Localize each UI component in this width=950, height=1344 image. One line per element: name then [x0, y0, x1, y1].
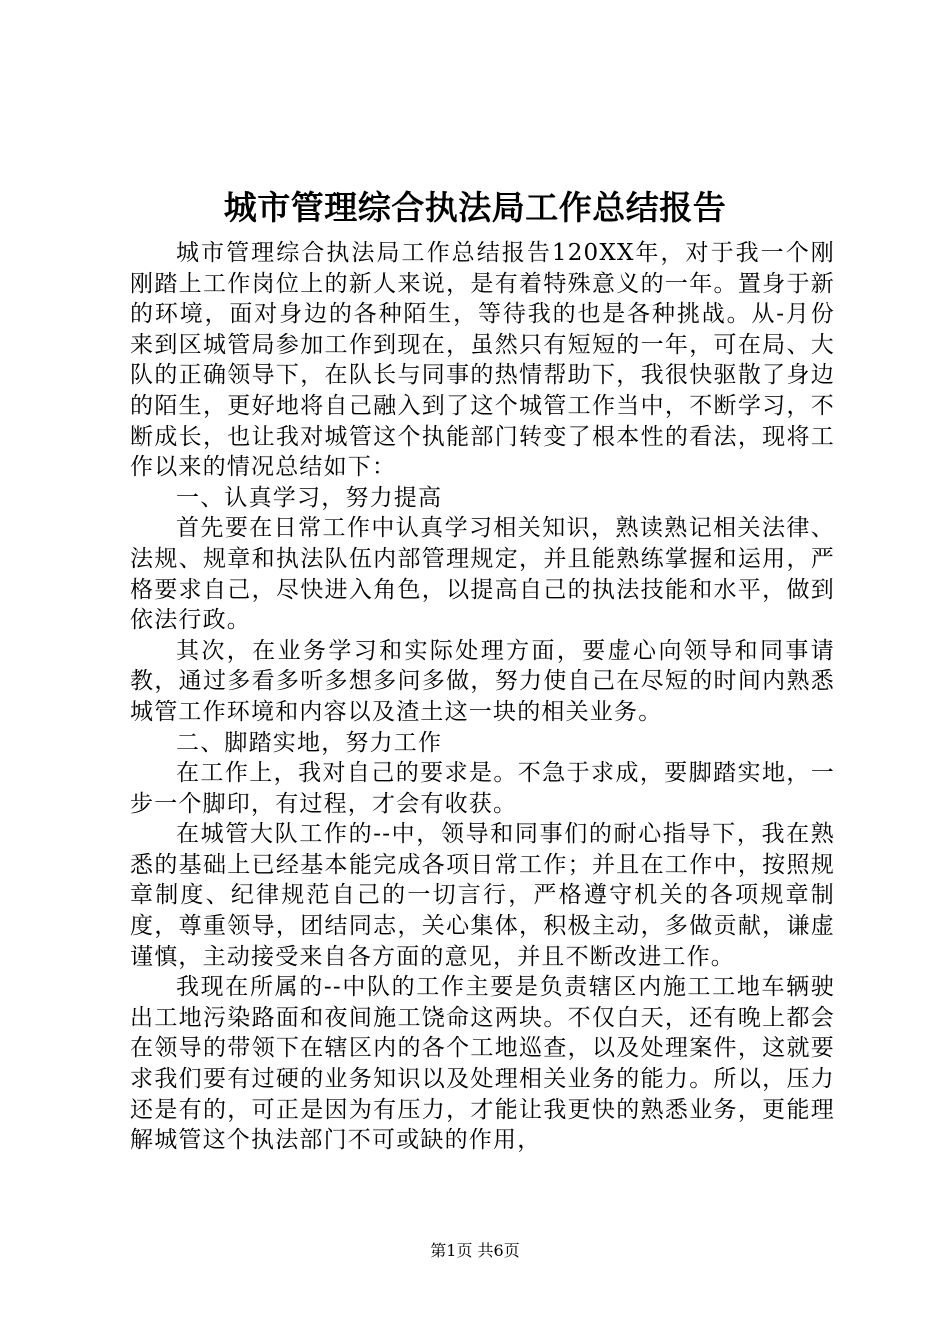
paragraph-study-2: 其次，在业务学习和实际处理方面，要虚心向领导和同事请教，通过多看多听多想多问多做，努力使自己在尽短的时间内熟悉城管工作环境和内容以及渣土这一块的相关业务。: [130, 637, 835, 725]
paragraph-work-3: 我现在所属的--中队的工作主要是负责辖区内施工工地车辆驶出工地污染路面和夜间施工饶命这两块。不仅白天，还有晚上都会在领导的带领下在辖区内的各个工地巡查，以及处理案件，这就要求我们要有过硬的业务知识以及处理相关业务的能力。所以，压力还是有的，可正是因为有压力，才能让我更快的熟悉业务，更能理解城管这个执法部门不可或缺的作用，: [130, 974, 835, 1154]
section-heading-1: 一、认真学习，努力提高: [176, 484, 443, 511]
paragraph-work-1: 在工作上，我对自己的要求是。不急于求成，要脚踏实地，一步一个脚印，有过程，才会有收获。: [130, 760, 835, 817]
paragraph-study-1: 首先要在日常工作中认真学习相关知识，熟读熟记相关法律、法规、规章和执法队伍内部管理规定，并且能熟练掌握和运用，严格要求自己，尽快进入角色，以提高自己的执法技能和水平，做到依法行政。: [130, 515, 835, 634]
page-footer: 第1页 共6页: [430, 1241, 520, 1260]
document-body: [130, 238, 835, 1156]
section-heading-2: 二、脚踏实地，努力工作: [176, 729, 443, 756]
document-title: 城市管理综合执法局工作总结报告: [223, 188, 727, 227]
paragraph-work-2: 在城管大队工作的--中，领导和同事们的耐心指导下，我在熟悉的基础上已经基本能完成各项日常工作；并且在工作中，按照规章制度、纪律规范自己的一切言行，严格遵守机关的各项规章制度，尊重领导，团结同志，关心集体，积极主动，多做贡献，谦虚谨慎，主动接受来自各方面的意见，并且不断改进工作。: [130, 821, 835, 970]
intro-paragraph: 城市管理综合执法局工作总结报告120XX年，对于我一个刚刚踏上工作岗位上的新人来说，是有着特殊意义的一年。置身于新的环境，面对身边的各种陌生，等待我的也是各种挑战。从-月份来到区城管局参加工作到现在，虽然只有短短的一年，可在局、大队的正确领导下，在队长与同事的热情帮助下，我很快驱散了身边的陌生，更好地将自己融入到了这个城管工作当中，不断学习，不断成长，也让我对城管这个执能部门转变了根本性的看法，现将工作以来的情况总结如下：: [130, 240, 835, 481]
